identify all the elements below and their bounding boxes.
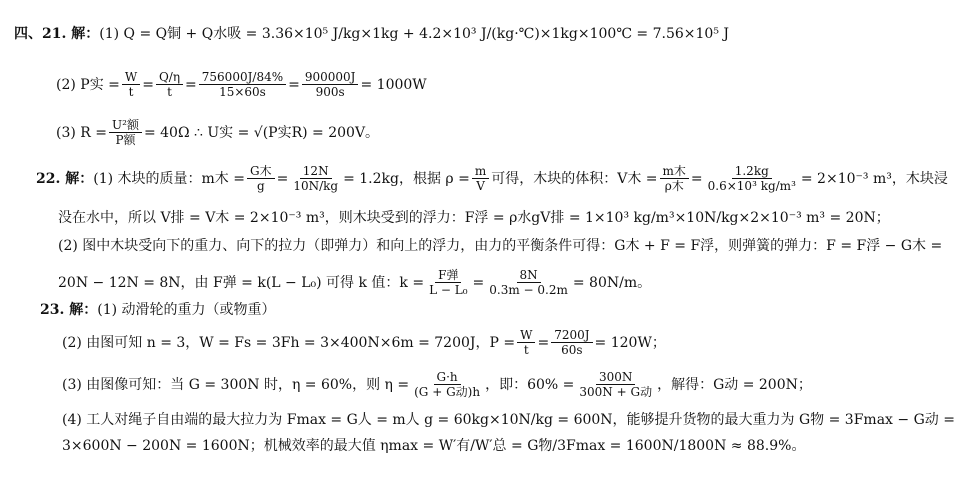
q22-line3: (2) 图中木块受向下的重力、向下的拉力（即弹力）和向上的浮力，由力的平衡条件可得：G木 + F = F浮，则弹簧的弹力：F = F浮 − G木 =: [58, 238, 943, 254]
q21-part2-suffix: = 1000W: [360, 76, 427, 93]
q22-label: 22. 解：: [36, 170, 94, 187]
q21-part2-prefix: (2) P实 =: [56, 76, 120, 93]
q23-label: 23. 解：: [40, 302, 98, 318]
q21-frac-q-eta-over-t: $\frac{Q/\eta}{t}$: [156, 70, 183, 99]
q21-part3-suffix: = 40Ω ∴ U实 = √(P实R) = 200V。: [143, 124, 380, 141]
q23-frac-300n: $\frac{300N}{\text{300N + G动}}$: [579, 370, 653, 399]
q21-frac-resistance: $\frac{\text{U²额}}{\text{P额}}$: [109, 118, 142, 147]
q21-line3: [56, 118, 379, 147]
q21-frac-substitution: $\frac{756000J/84\%}{15\times 60s}$: [199, 70, 286, 99]
q22-line4: 20N − 12N = 8N，由 F弹 = k(L − L₀) 可得 k 值：k = $\frac{\text{F弹}}{\text{L − L₀}}$ = $\frac{8N}{0.3m - 0.2m}$ = 80N/m。: [58, 268, 652, 297]
q23-line3: (3) 由图像可知：当 G = 300N 时，η = 60%，则 η = $\frac{G\cdot h}{\text{(G + G动)h}}$ ，即：60% = $\frac{300N}{\text{300N + G动}}$ ，解得：G动 = 200N；: [62, 370, 812, 399]
q22-frac-volume: $\frac{1.2kg}{\text{0.6×10³ kg/m³}}$: [707, 164, 796, 193]
q22-frac-f-over-dl: $\frac{\text{F弹}}{\text{L − L₀}}$: [429, 268, 468, 297]
q23-line1: 23. 解： (1) 动滑轮的重力（或物重）: [40, 302, 276, 318]
q23-frac-efficiency: $\frac{G\cdot h}{\text{(G + G动)h}}$: [414, 370, 481, 399]
q22-line1: 22. 解： (1) 木块的质量：m木 = $\frac{\text{G木}}{g}$ = $\frac{12N}{10N/kg}$ = 1.2kg，根据 ρ = $\frac{m}{V}$ 可得，木块的体积：V木 = $\frac{\text{m木}}{\text{ρ木}}$ = $\frac{1.2kg}{\text{0.6×10³ kg/m³}}$ = 2×10⁻³ m³，木块浸: [36, 164, 948, 193]
q21-line2: (2) P实 = $\frac{W}{t}$ = $\frac{Q/\eta}{t}$ = $\frac{756000J/84\%}{15\times 60s}$ = $\frac{900000J}{900s}$ = 1000W: [56, 70, 427, 99]
q21-label: 四、21. 解：: [14, 26, 100, 42]
q21-frac-w-over-t: $\frac{W}{t}$: [122, 70, 140, 99]
q23-line2: (2) 由图可知 n = 3，W = Fs = 3Fh = 3×400N×6m = 7200J，P = $\frac{W}{t}$ = $\frac{7200J}{60s}$ = 120W；: [62, 328, 666, 357]
q22-frac-g-over-g: $\frac{\text{G木}}{g}$: [247, 164, 275, 193]
q22-frac-12n: $\frac{12N}{10N/kg}$: [293, 164, 339, 193]
q21-frac-result: $\frac{900000J}{900s}$: [302, 70, 359, 99]
q21-part3-prefix: (3) R =: [56, 124, 108, 141]
q23-frac-power: $\frac{7200J}{60s}$: [551, 328, 592, 357]
q22-frac-m-over-v: $\frac{m}{V}$: [472, 164, 489, 193]
q22-line2: 没在水中，所以 V排 = V木 = 2×10⁻³ m³，则木块受到的浮力：F浮 = ρ水gV排 = 1×10³ kg/m³×10N/kg×2×10⁻³ m³ = 20N；: [58, 210, 890, 226]
q21-line1: [14, 24, 729, 44]
q23-line4: (4) 工人对绳子自由端的最大拉力为 Fmax = G人 = m人 g = 60kg×10N/kg = 600N，能够提升货物的最大重力为 G物 = 3Fmax − G动 =: [62, 412, 955, 428]
q22-frac-8n: $\frac{8N}{0.3m - 0.2m}$: [489, 268, 568, 297]
q22-frac-m-over-rho: $\frac{\text{m木}}{\text{ρ木}}$: [660, 164, 689, 193]
q23-frac-w-over-t: $\frac{W}{t}$: [517, 328, 535, 357]
q21-part1: (1) Q = Q铜 + Q水吸 = 3.36×10⁵ J/kg×1kg + 4.2×10³ J/(kg·℃)×1kg×100℃ = 7.56×10⁵ J: [99, 26, 730, 42]
q23-line5: 3×600N − 200N = 1600N；机械效率的最大值 ηmax = W′有/W′总 = G物/3Fmax = 1600N/1800N ≈ 88.9%。: [62, 438, 806, 454]
